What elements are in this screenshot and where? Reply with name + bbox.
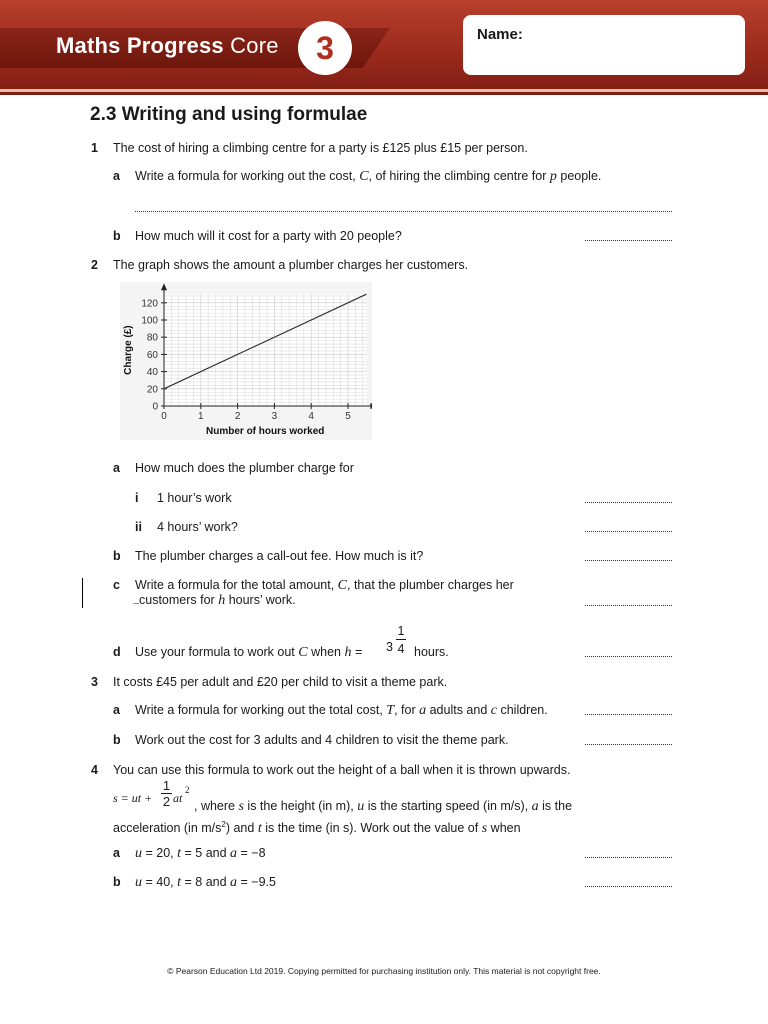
subpart-label: ii [135,520,142,534]
answer-line[interactable] [585,520,672,532]
answer-line[interactable] [585,229,672,241]
x-tick-label: 5 [345,411,351,422]
part-label: b [113,875,121,889]
part-text: u = 20, t = 5 and a = −8 [135,846,266,861]
part-label: a [113,169,120,183]
answer-line[interactable] [135,200,672,212]
question-text: You can use this formula to work out the height of a ball when it is thrown upwards. [113,763,571,777]
height-formula: s = ut + 1 2 at 2 [113,778,190,809]
y-tick-label: 100 [141,315,158,327]
x-axis-arrow [370,403,372,409]
text-cursor [82,578,83,608]
edit-mark [133,603,139,604]
y-tick-label: 0 [152,401,158,413]
part-text: Write a formula for the total amount, C, that the plumber charges her [135,578,514,593]
subpart-label: i [135,491,139,505]
x-tick-label: 3 [271,411,278,422]
answer-line[interactable] [585,703,672,715]
y-tick-label: 60 [146,349,158,361]
answer-line[interactable] [585,549,672,561]
y-tick-label: 120 [141,298,158,310]
question-number: 1 [91,141,98,155]
question-text: The graph shows the amount a plumber charges her customers. [113,258,469,272]
chart-svg [120,282,372,440]
answer-line[interactable] [585,846,672,858]
y-axis-arrow [161,283,167,290]
question-text: It costs £45 per adult and £20 per child to visit a theme park. [113,675,448,689]
y-tick-label: 40 [146,367,158,379]
part-text: customers for h hours’ work. [139,593,296,608]
y-axis-label: Charge (£) [123,325,134,375]
part-label: d [113,645,121,659]
part-label: a [113,461,120,475]
level-badge: 3 [298,21,352,75]
name-label: Name: [477,26,523,43]
part-label: b [113,733,121,747]
answer-line[interactable] [585,491,672,503]
y-tick-label: 80 [146,332,158,344]
answer-line[interactable] [585,645,672,657]
answer-line[interactable] [585,594,672,606]
question-number: 3 [91,675,98,689]
question-number: 2 [91,258,98,272]
answer-line[interactable] [585,733,672,745]
part-text: u = 40, t = 8 and a = −9.5 [135,875,276,890]
x-axis-label: Number of hours worked [206,426,325,437]
header-divider [0,89,768,92]
part-label: a [113,846,120,860]
x-tick-label: 1 [198,411,204,422]
part-label: b [113,549,121,563]
question-number: 4 [91,763,98,777]
charge-graph [120,282,372,440]
question-text: The cost of hiring a climbing centre for a party is £125 plus £15 per person. [113,141,528,155]
part-label: b [113,229,121,243]
part-text: How much will it cost for a party with 20 people? [135,229,402,243]
x-tick-label: 4 [308,411,314,422]
part-label: c [113,578,120,592]
part-text: Write a formula for working out the total cost, T, for a adults and c children. [135,703,548,718]
header-banner [0,0,768,95]
answer-line[interactable] [585,875,672,887]
part-text: How much does the plumber charge for [135,461,354,475]
name-field[interactable] [463,15,745,75]
part-text: Work out the cost for 3 adults and 4 children to visit the theme park. [135,733,509,747]
brand-title: Maths Progress Core [56,33,279,58]
part-label: a [113,703,120,717]
plot-area [164,294,366,406]
section-title: 2.3 Writing and using formulae [90,104,368,125]
x-tick-label: 2 [234,411,241,422]
subpart-text: 4 hours’ work? [157,520,238,534]
part-text: Use your formula to work out C when h = [135,645,363,660]
copyright-footer: © Pearson Education Ltd 2019. Copying permitted for purchasing institution only. This material is not copyright free. [167,966,601,976]
y-tick-label: 20 [146,384,158,396]
part-text: The plumber charges a call-out fee. How much is it? [135,549,424,563]
subpart-text: 1 hour’s work [157,491,232,505]
part-text: Write a formula for working out the cost, C, of hiring the climbing centre for p people. [135,169,602,184]
x-tick-label: 0 [161,411,167,422]
